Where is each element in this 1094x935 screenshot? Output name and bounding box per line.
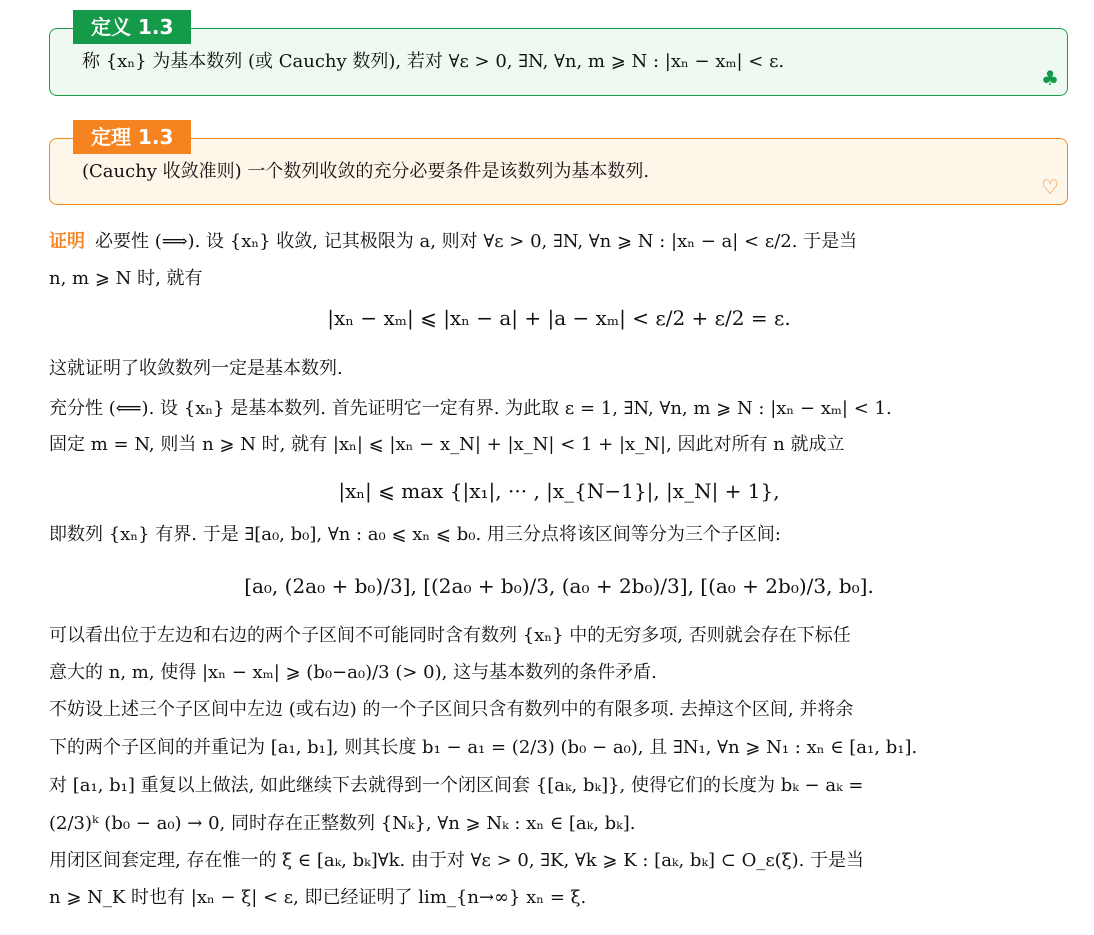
proof-line-16: 用闭区间套定理, 存在惟一的 ξ ∈ [aₖ, bₖ]∀k. 由于对 ∀ε > 0, ∃K, ∀k ⩾ K : [aₖ, bₖ] ⊂ O_ε(ξ). 于是当 [49, 850, 865, 871]
proof-line-2: n, m ⩾ N 时, 就有 [49, 268, 203, 289]
equation-intervals: [a₀, (2a₀ + b₀)/3], [(2a₀ + b₀)/3, (a₀ + 2b₀)/3], [(a₀ + 2b₀)/3, b₀]. [244, 574, 874, 598]
proof-line-12: 不妨设上述三个子区间中左边 (或右边) 的一个子区间只含有数列中的有限多项. 去掉这个区间, 并将余 [49, 699, 854, 720]
heart-icon: ♡ [1041, 175, 1059, 199]
proof-line-1 [49, 228, 1069, 256]
club-icon: ♣ [1041, 66, 1059, 90]
definition-box [49, 28, 1068, 96]
proof-line-11: 意大的 n, m, 使得 |xₙ − xₘ| ⩾ (b₀−a₀)/3 (> 0), 这与基本数列的条件矛盾. [49, 662, 657, 683]
definition-text: 称 {xₙ} 为基本数列 (或 Cauchy 数列), 若对 ∀ε > 0, ∃N, ∀n, m ⩾ N : |xₙ − xₘ| < ε. [82, 51, 785, 72]
proof-text: 必要性 (⟹). 设 {xₙ} 收敛, 记其极限为 a, 则对 ∀ε > 0, ∃N, ∀n ⩾ N : |xₙ − a| < ε/2. 于是当 [95, 231, 858, 252]
proof-line-10: 可以看出位于左边和右边的两个子区间不可能同时含有数列 {xₙ} 中的无穷多项, 否则就会存在下标任 [49, 625, 851, 646]
proof-line-17: n ⩾ N_K 时也有 |xₙ − ξ| < ε, 即已经证明了 lim_{n→∞} xₙ = ξ. [49, 887, 587, 908]
proof-line-13: 下的两个子区间的并重记为 [a₁, b₁], 则其长度 b₁ − a₁ = (2/3) (b₀ − a₀), 且 ∃N₁, ∀n ⩾ N₁ : xₙ ∈ [a₁, b₁]. [49, 737, 918, 758]
theorem-tag: 定理 1.3 [73, 120, 191, 154]
proof-line-15: (2/3)ᵏ (b₀ − a₀) → 0, 同时存在正整数列 {Nₖ}, ∀n ⩾ Nₖ : xₙ ∈ [aₖ, bₖ]. [49, 813, 636, 834]
proof-line-8: 即数列 {xₙ} 有界. 于是 ∃[a₀, b₀], ∀n : a₀ ⩽ xₙ ⩽ b₀. 用三分点将该区间等分为三个子区间: [49, 524, 781, 545]
proof-line-6: 固定 m = N, 则当 n ⩾ N 时, 就有 |xₙ| ⩽ |xₙ − x_N| + |x_N| < 1 + |x_N|, 因此对所有 n 就成立 [49, 434, 845, 455]
proof-line-14: 对 [a₁, b₁] 重复以上做法, 如此继续下去就得到一个闭区间套 {[aₖ, bₖ]}, 使得它们的长度为 bₖ − aₖ = [49, 775, 864, 796]
equation-bound: |xₙ| ⩽ max {|x₁|, ··· , |x_{N−1}|, |x_N| + 1}, [338, 479, 780, 503]
theorem-text: (Cauchy 收敛准则) 一个数列收敛的充分必要条件是该数列为基本数列. [82, 161, 650, 182]
proof-line-5: 充分性 (⟸). 设 {xₙ} 是基本数列. 首先证明它一定有界. 为此取 ε = 1, ∃N, ∀n, m ⩾ N : |xₙ − xₘ| < 1. [49, 398, 892, 419]
proof-line-4: 这就证明了收敛数列一定是基本数列. [49, 358, 343, 379]
definition-tag: 定义 1.3 [73, 10, 191, 44]
equation-triangle: |xₙ − xₘ| ⩽ |xₙ − a| + |a − xₘ| < ε/2 + ε/2 = ε. [327, 306, 791, 330]
proof-label: 证明 [49, 231, 85, 252]
theorem-box [49, 138, 1068, 205]
